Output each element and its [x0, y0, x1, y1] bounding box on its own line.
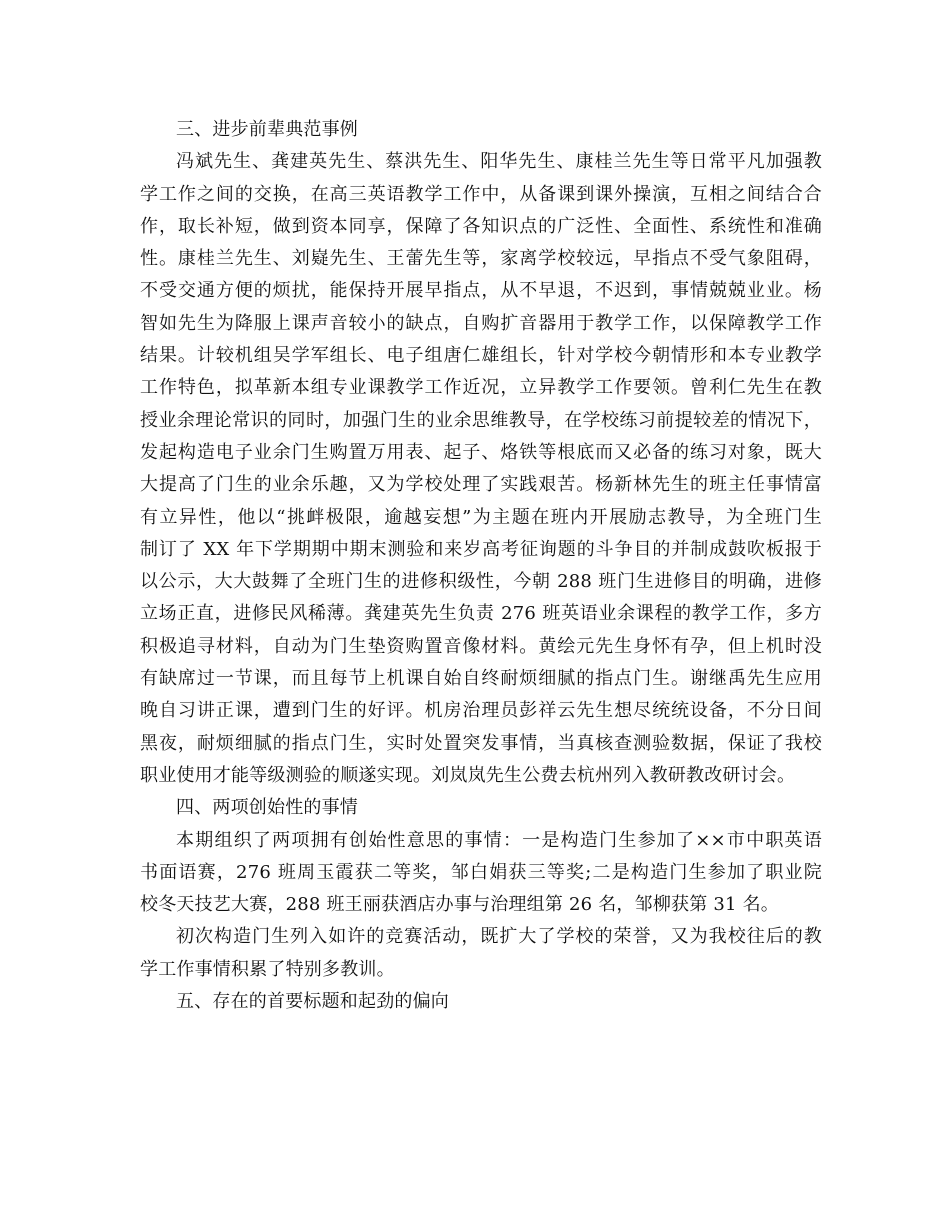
- text-line: 结果。计较机组吴学军组长、电子组唐仁雄组长，针对学校今朝情形和本专业教学: [140, 345, 822, 367]
- text-line: 初次构造门生列入如许的竞赛活动，既扩大了学校的荣誉，又为我校往后的教: [176, 926, 822, 948]
- paragraph: [140, 825, 822, 922]
- text-line: 发起构造电子业余门生购置万用表、起子、烙铁等根底而又必备的练习对象，既大: [140, 441, 822, 463]
- text-line: 立场正直，进修民风稀薄。龚建英先生负责 276 班英语业余课程的教学工作，多方: [140, 603, 822, 625]
- text-line: 授业余理论常识的同时，加强门生的业余思维教导，在学校练习前提较差的情况下，: [140, 409, 822, 431]
- section-heading: 五、存在的首要标题和起劲的偏向: [176, 991, 449, 1013]
- text-line: 大提高了门生的业余乐趣，又为学校处理了实践艰苦。杨新林先生的班主任事情富: [140, 474, 822, 496]
- paragraph: [140, 146, 822, 792]
- text-line: 性。康桂兰先生、刘嶷先生、王蕾先生等，家离学校较远，早指点不受气象阻碍，: [140, 248, 822, 270]
- document-body: [140, 114, 822, 1018]
- text-line: 有缺席过一节课，而且每节上机课自始自终耐烦细腻的指点门生。谢继禹先生应用: [140, 668, 822, 690]
- text-line: 以公示，大大鼓舞了全班门生的进修积级性，今朝 288 班门生进修目的明确，进修: [140, 571, 822, 593]
- text-line: 职业使用才能等级测验的顺遂实现。刘岚岚先生公费去杭州列入教研教改研讨会。: [140, 764, 796, 786]
- text-line: 本期组织了两项拥有创始性意思的事情：一是构造门生参加了××市中职英语: [176, 829, 822, 851]
- text-line: 冯斌先生、龚建英先生、蔡洪先生、阳华先生、康桂兰先生等日常平凡加强教: [176, 151, 822, 173]
- text-line: 工作特色，拟革新本组专业课教学工作近况，立异教学工作要领。曾利仁先生在教: [140, 377, 822, 399]
- text-line: 学工作之间的交换，在高三英语教学工作中，从备课到课外操演，互相之间结合合: [140, 183, 822, 205]
- text-line: 制订了 XX 年下学期期中期末测验和来岁高考征询题的斗争目的并制成鼓吹板报于: [140, 538, 822, 560]
- text-line: 晚自习讲正课，遭到门生的好评。机房治理员彭祥云先生想尽统统设备，不分日间: [140, 700, 822, 722]
- section-heading: 三、进步前辈典范事例: [176, 119, 358, 140]
- text-line: 学工作事情积累了特别多教训。: [140, 958, 395, 980]
- section-heading: 四、两项创始性的事情: [176, 797, 358, 819]
- text-line: 书面语赛，276 班周玉霞获二等奖，邹白娟获三等奖;二是构造门生参加了职业院: [140, 861, 822, 883]
- text-line: 校冬天技艺大赛，288 班王丽获酒店办事与治理组第 26 名，邹柳获第 31 名。: [140, 894, 779, 916]
- text-line: 智如先生为降服上课声音较小的缺点，自购扩音器用于教学工作，以保障教学工作: [140, 312, 822, 334]
- text-line: 不受交通方便的烦扰，能保持开展早指点，从不早退，不迟到，事情兢兢业业。杨: [140, 280, 822, 302]
- text-line: 黑夜，耐烦细腻的指点门生，实时处置突发事情，当真核查测验数据，保证了我校: [140, 732, 822, 754]
- text-line: 有立异性，他以“挑衅极限，逾越妄想”为主题在班内开展励志教导，为全班门生: [140, 506, 822, 528]
- text-line: 作，取长补短，做到资本同享，保障了各知识点的广泛性、全面性、系统性和准确: [140, 215, 822, 237]
- text-line: 积极追寻材料，自动为门生垫资购置音像材料。黄绘元先生身怀有孕，但上机时没: [140, 635, 822, 657]
- paragraph: [140, 921, 822, 986]
